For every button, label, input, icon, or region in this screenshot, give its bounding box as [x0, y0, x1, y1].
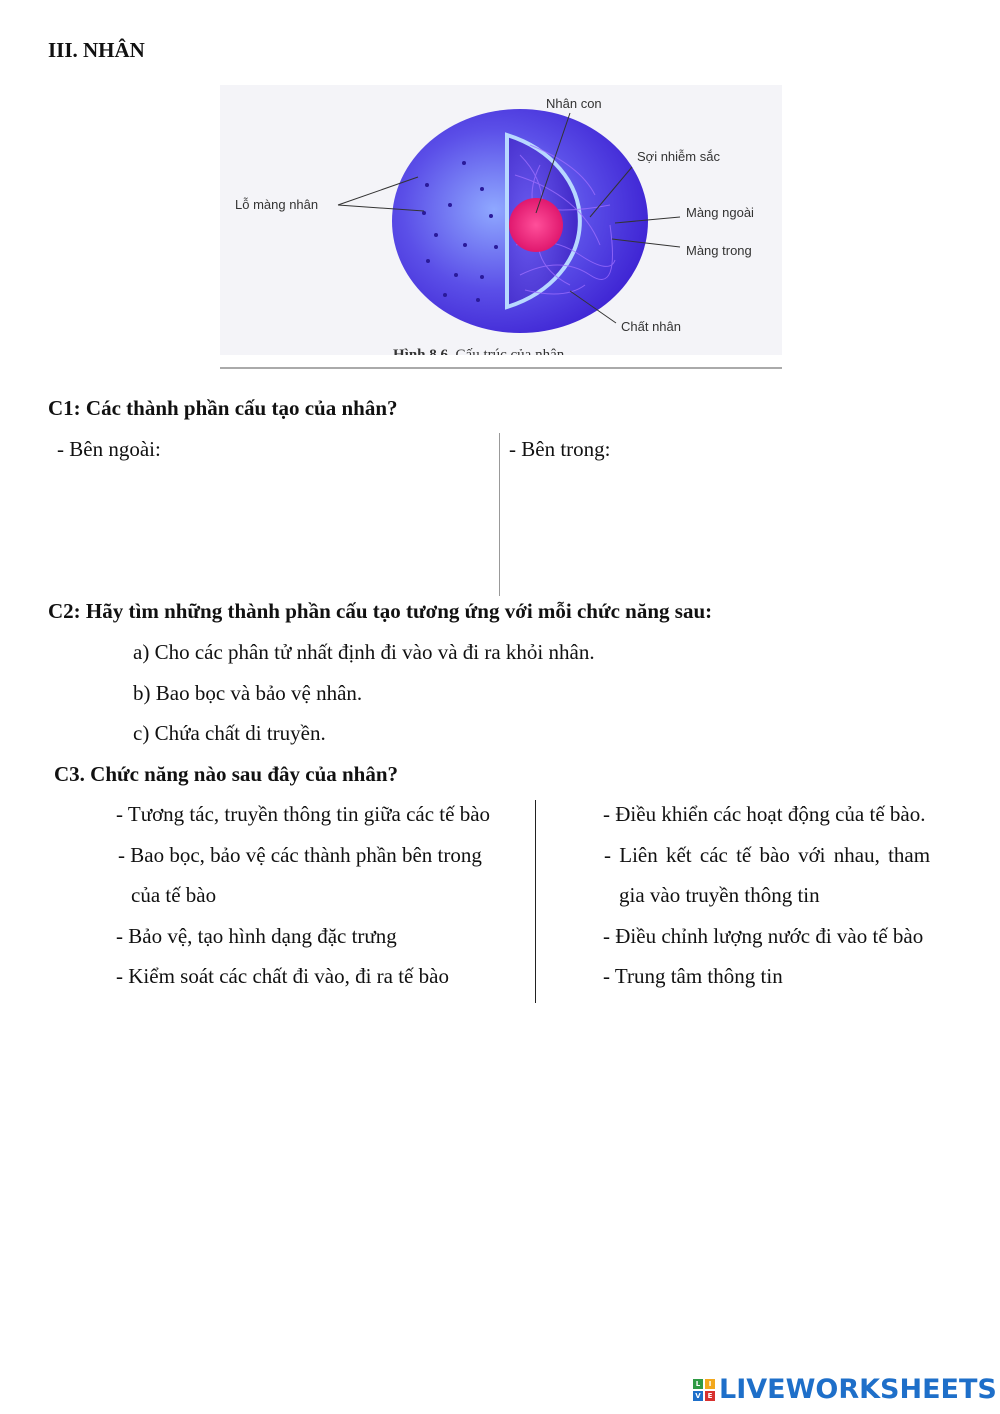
- q1-column-divider: [499, 433, 500, 596]
- nucleolus: [509, 198, 563, 252]
- q3-left-option-3: - Bảo vệ, tạo hình dạng đặc trưng: [116, 924, 397, 948]
- q2-title: C2: Hãy tìm những thành phần cấu tạo tương ứng với mỗi chức năng sau:: [48, 599, 713, 623]
- label-inner-membrane: Màng trong: [686, 243, 752, 258]
- liveworksheets-wordmark: LIVEWORKSHEETS: [719, 1374, 997, 1405]
- q3-right-option-1: - Điều khiển các hoạt động của tế bào.: [603, 802, 926, 826]
- liveworksheets-logo-icon: L I V E: [693, 1379, 715, 1401]
- liveworksheets-brand[interactable]: [693, 1374, 997, 1405]
- q3-left-option-2: - Bao bọc, bảo vệ các thành phần bên trong: [118, 843, 482, 867]
- label-outer-membrane: Màng ngoài: [686, 205, 754, 220]
- nucleus-diagram: [220, 85, 782, 370]
- q1-inside-label: - Bên trong:: [509, 437, 611, 461]
- section-title: III. NHÂN: [48, 38, 145, 62]
- nucleus-figure: [220, 85, 782, 370]
- label-nucleolus: Nhân con: [546, 96, 602, 111]
- q2-item-b: b) Bao bọc và bảo vệ nhân.: [133, 681, 363, 705]
- q3-left-option-1: - Tương tác, truyền thông tin giữa các tế bào: [116, 802, 491, 826]
- q1-outside-label: - Bên ngoài:: [57, 437, 161, 461]
- label-pores: Lỗ màng nhân: [235, 197, 319, 212]
- q2-item-a: a) Cho các phân tử nhất định đi vào và đi ra khỏi nhân.: [133, 640, 595, 664]
- q3-right-option-4: - Trung tâm thông tin: [603, 964, 783, 988]
- q3-right-option-2: - Liên kết các tế bào với nhau, tham: [604, 843, 931, 867]
- label-nucleoplasm: Chất nhân: [621, 319, 681, 334]
- q3-right-option-2-cont: gia vào truyền thông tin: [619, 883, 820, 907]
- q1-title: C1: Các thành phần cấu tạo của nhân?: [48, 396, 398, 420]
- q3-title: C3. Chức năng nào sau đây của nhân?: [54, 762, 399, 786]
- label-chromatin: Sợi nhiễm sắc: [637, 149, 720, 164]
- q3-left-option-4: - Kiểm soát các chất đi vào, đi ra tế bào: [116, 964, 449, 988]
- q3-left-option-2-cont: của tế bào: [131, 883, 217, 907]
- q2-item-c: c) Chứa chất di truyền.: [133, 721, 326, 745]
- q3-column-divider: [535, 800, 536, 1003]
- q3-right-option-3: - Điều chỉnh lượng nước đi vào tế bào: [603, 924, 924, 948]
